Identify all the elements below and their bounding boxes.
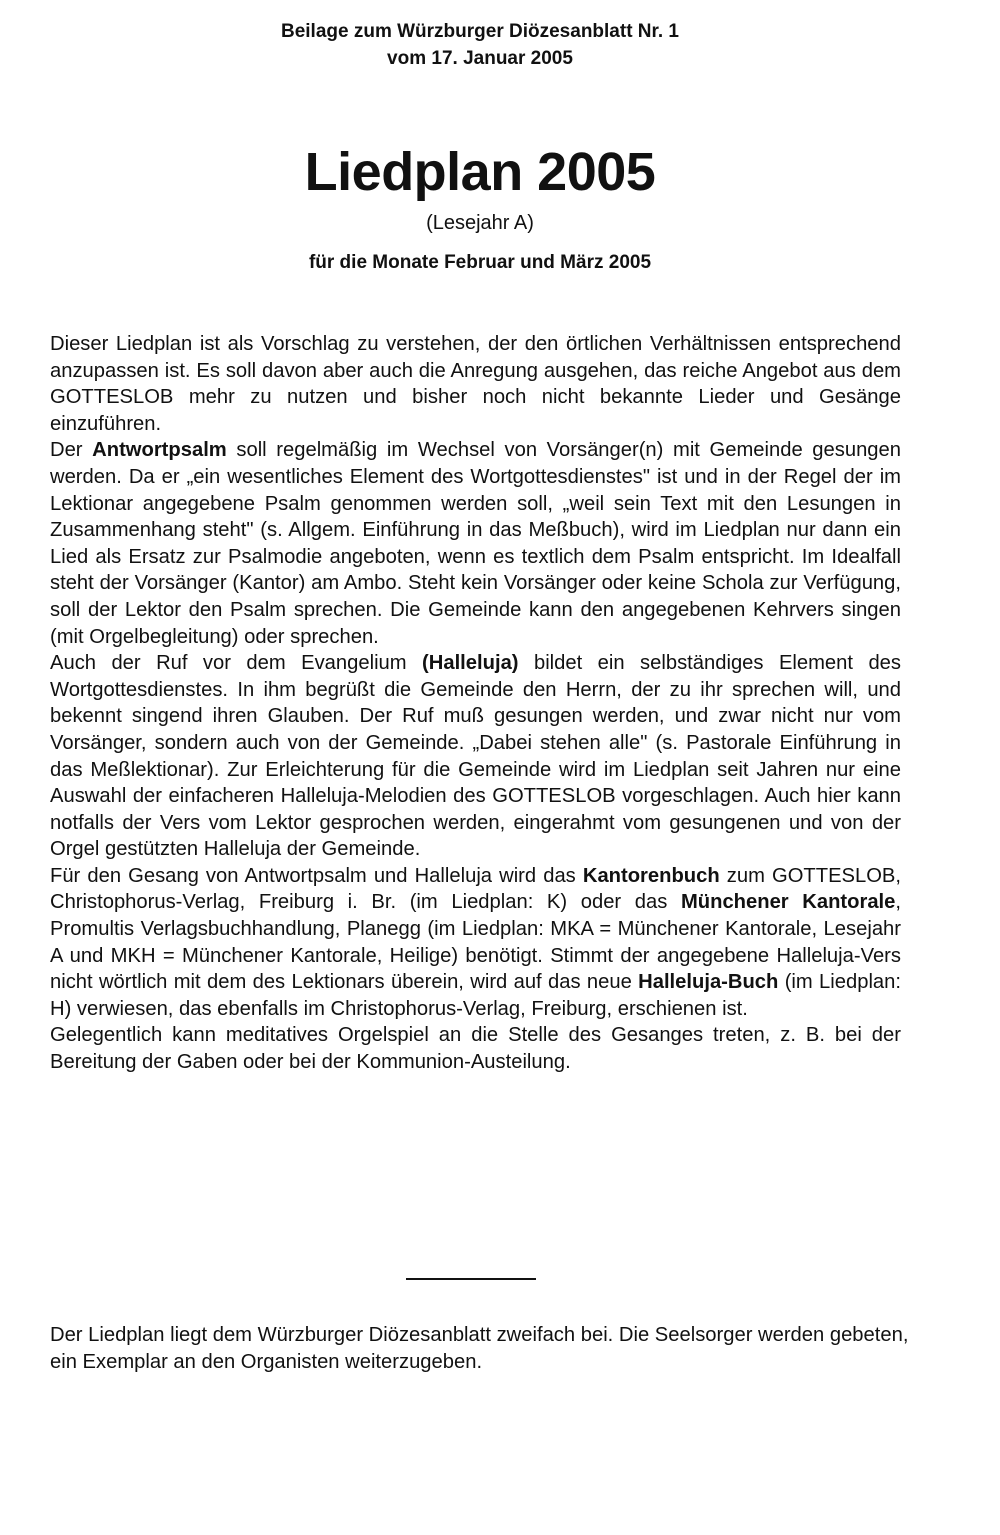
text-segment: Auch der Ruf vor dem Evangelium xyxy=(50,652,423,675)
paragraph-halleluja xyxy=(50,650,901,863)
emphasis-antwortpsalm: Antwortpsalm xyxy=(92,439,227,462)
paragraph-intro: Dieser Liedplan ist als Vorschlag zu verstehen, der den örtlichen Verhältnissen entsprechend anzupassen ist. Es soll davon aber auch die Anregung ausgehen, das reiche Angebot aus dem GOTTESLOB mehr zu nutzen und bisher noch nicht bekannte Lieder und Gesänge einzuführen. xyxy=(50,333,901,435)
emphasis-kantorenbuch: Kantorenbuch xyxy=(582,864,720,887)
header-block xyxy=(0,18,960,72)
text-segment: Der xyxy=(50,439,93,462)
emphasis-halleluja-buch: Halleluja-Buch xyxy=(638,971,779,994)
months-line: für die Monate Februar und März 2005 xyxy=(308,252,652,273)
page-subtitle: (Lesejahr A) xyxy=(426,212,534,234)
header-line-2: vom 17. Januar 2005 xyxy=(387,48,573,69)
paragraph-orgelspiel: Gelegentlich kann meditatives Orgelspiel an die Stelle des Gesanges treten, z. B. bei der Bereitung der Gaben oder bei der Kommunion-Austeilung. xyxy=(50,1024,901,1074)
emphasis-muenchener-kantorale: Münchener Kantorale xyxy=(680,891,896,914)
footer-text: Der Liedplan liegt dem Würzburger Diözesanblatt zweifach bei. Die Seelsorger werden gebeten, ein Exemplar an den Organisten weiterzugeben. xyxy=(50,1324,909,1373)
text-segment: (im Liedplan: H) verwiesen, das ebenfalls im Christophorus-Verlag, Freiburg, erschienen ist. xyxy=(50,971,902,1020)
section-divider xyxy=(406,1278,536,1280)
emphasis-halleluja: (Halleluja) xyxy=(422,652,519,675)
body-text xyxy=(50,331,901,1076)
text-segment: bildet ein selbständiges Element des Wortgottesdienstes. In ihm begrüßt die Gemeinde den Herrn, der zu ihr sprechen will, und bekennt singend ihren Glauben. Der Ruf muß gesungen werden, und zwar nicht nur vom Vorsänger, sondern auch von der Gemeinde. „Dabei stehen alle" (s. Pastorale Einführung in das Meßlektionar). Zur Erleichterung für die Gemeinde wird im Liedplan seit Jahren nur eine Auswahl der einfacheren Halleluja-Melodien des GOTTESLOB vorgeschlagen. Auch hier kann notfalls der Vers vom Lektor gesprochen werden, eingerahmt vom gesungenen und von der Orgel gestützten Halleluja der Gemeinde. xyxy=(50,652,901,861)
header-line-1: Beilage zum Würzburger Diözesanblatt Nr. 1 xyxy=(280,21,680,42)
paragraph-antwortpsalm xyxy=(50,437,901,650)
text-segment: zum GOTTESLOB, Christophorus-Verlag, Freiburg i. Br. (im Liedplan: K) oder das xyxy=(50,864,902,914)
text-segment: , Promultis Verlagsbuchhandlung, Planegg (im Liedplan: MKA = Münchener Kantorale, Lesejahr A und MKH = Münchener Kantorale, Heilige) benötigt. Stimmt der angegebene Halleluja-Vers nicht wörtlich mit dem des Lektionars überein, wird auf das neue xyxy=(50,891,901,994)
footer-note xyxy=(50,1322,930,1375)
text-segment: soll regelmäßig im Wechsel von Vorsänger(n) mit Gemeinde gesungen werden. Da er „ein wesentliches Element des Wortgottesdienstes" ist und in der Regel der im Lektionar angegebene Psalm genommen werden soll, „weil sein Text mit den Lesungen in Zusammenhang steht" (s. Allgem. Einführung in das Meßbuch), wird im Liedplan nur dann ein Lied als Ersatz zur Psalmodie angeboten, wenn es textlich dem Psalm entspricht. Im Idealfall steht der Vorsänger (Kantor) am Ambo. Steht kein Vorsänger oder keine Schola zur Verfügung, soll der Lektor den Psalm sprechen. Die Gemeinde kann den angegebenen Kehrvers singen (mit Orgelbegleitung) oder sprechen. xyxy=(50,439,901,648)
text-segment: Für den Gesang von Antwortpsalm und Halleluja wird das xyxy=(50,864,583,887)
page-title: Liedplan 2005 xyxy=(304,142,656,202)
paragraph-kantorenbuch xyxy=(50,863,901,1023)
